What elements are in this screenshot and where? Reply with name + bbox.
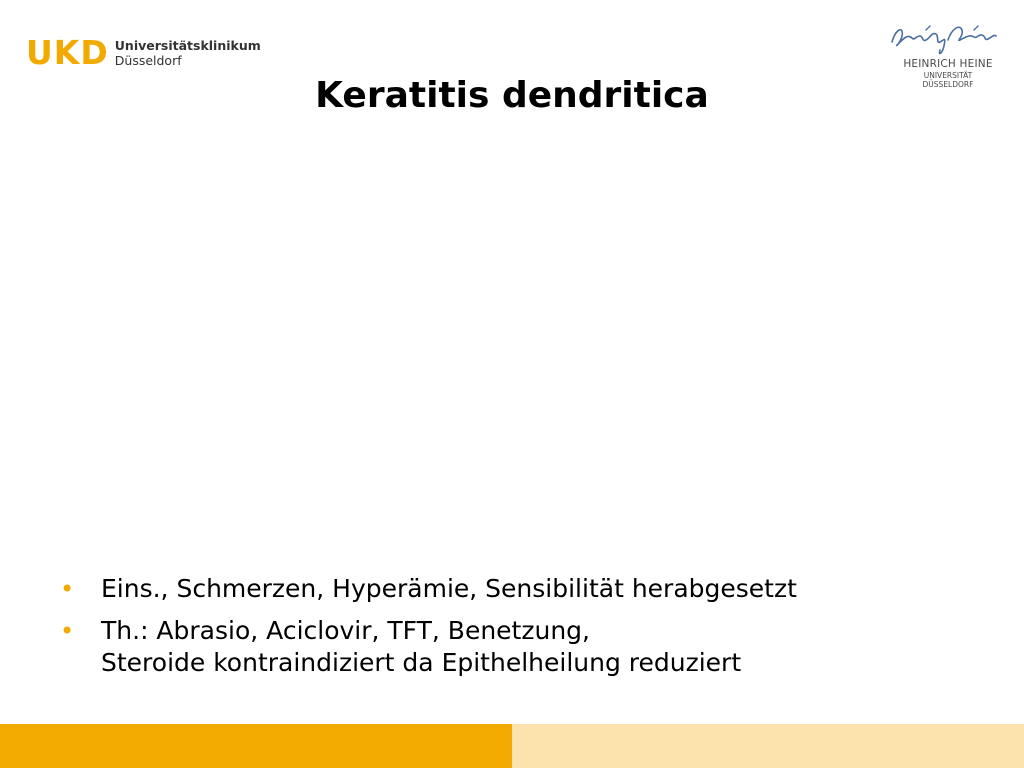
- bullet-item: [60, 573, 960, 605]
- ukd-logo-text: [115, 38, 261, 68]
- bullet-text-continued: Steroide kontraindiziert da Epithelheilung reduziert: [101, 648, 742, 677]
- footer-bar-right: [512, 724, 1024, 768]
- footer-bar-left: [0, 724, 512, 768]
- bullet-text: Th.: Abrasio, Aciclovir, TFT, Benetzung,: [101, 616, 590, 645]
- ukd-logo-line2: Düsseldorf: [114, 52, 182, 68]
- bullet-text: Eins., Schmerzen, Hyperämie, Sensibilität herabgesetzt: [101, 574, 797, 603]
- ukd-logo: [26, 33, 261, 72]
- ukd-logo-line1: Universitätsklinikum: [114, 37, 261, 53]
- ukd-logo-mark: UKD: [26, 33, 109, 72]
- bullet-item: [60, 615, 960, 679]
- bullet-dot-icon: •: [60, 575, 75, 603]
- hhu-logo-name: HEINRICH HEINE: [903, 58, 993, 70]
- hhu-logo-subtitle: UNIVERSITÄT DÜSSELDORF: [922, 71, 974, 89]
- bullet-list: [60, 573, 960, 689]
- signature-icon: [886, 22, 998, 58]
- slide-title: Keratitis dendritica: [315, 75, 709, 116]
- bullet-dot-icon: •: [60, 617, 75, 645]
